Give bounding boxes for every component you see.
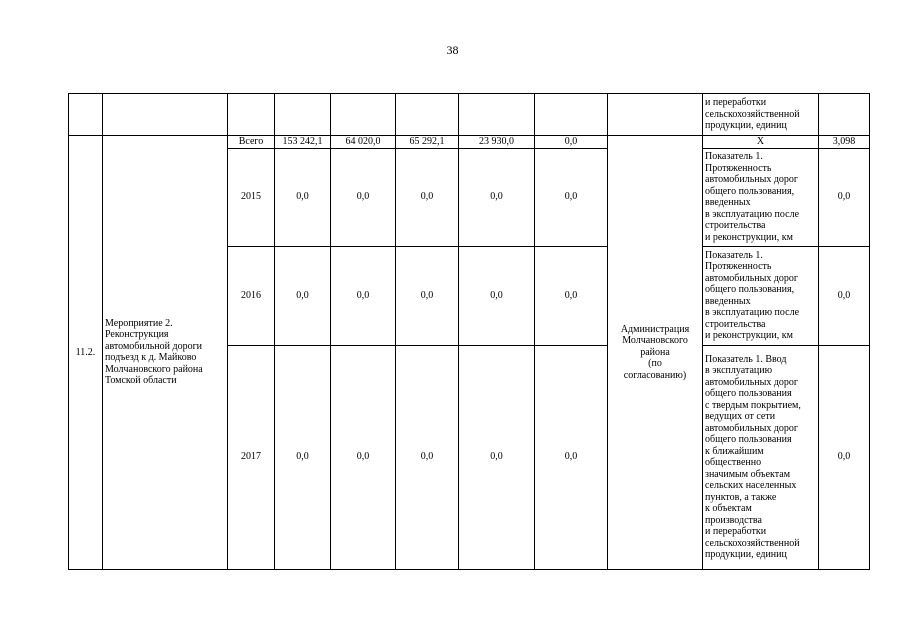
value-cell: 0,0 — [275, 345, 331, 569]
value-cell: 0,0 — [331, 345, 396, 569]
executor: Администрация Молчановского района (по согласованию) — [608, 136, 703, 570]
indicator-cell: и переработки сельскохозяйственной продукции, единиц — [703, 94, 819, 136]
total-row — [69, 136, 870, 149]
value-cell: 0,0 — [275, 148, 331, 246]
value-cell: 0,0 — [459, 345, 535, 569]
value-cell: 153 242,1 — [275, 136, 331, 149]
indicator-cell: Показатель 1. Ввод в эксплуатацию автомобильных дорог общего пользования с твердым покрытием, ведущих от сети автомобильных дорог общего пользования к ближайшим общественно значимым объектам сельских населенных пунктов, а также к объектам производства и переработки сельскохозяйственной продукции, единиц — [703, 345, 819, 569]
cell — [819, 94, 870, 136]
indicator-value: 3,098 — [819, 136, 870, 149]
year-label: 2017 — [228, 345, 275, 569]
indicator-cell: X — [703, 136, 819, 149]
page-number: 38 — [446, 43, 459, 57]
cell — [608, 94, 703, 136]
value-cell: 64 020,0 — [331, 136, 396, 149]
value-cell: 0,0 — [331, 148, 396, 246]
cell — [69, 94, 103, 136]
indicator-value: 0,0 — [819, 345, 870, 569]
cell — [103, 94, 228, 136]
cell — [396, 94, 459, 136]
value-cell: 0,0 — [396, 345, 459, 569]
value-cell: 65 292,1 — [396, 136, 459, 149]
cell — [535, 94, 608, 136]
cell — [331, 94, 396, 136]
year-label: 2015 — [228, 148, 275, 246]
value-cell: 0,0 — [396, 246, 459, 345]
event-name: Мероприятие 2. Реконструкция автомобильной дороги подъезд к д. Майково Молчановского района Томской области — [103, 136, 228, 570]
year-label: 2016 — [228, 246, 275, 345]
indicator-value: 0,0 — [819, 246, 870, 345]
value-cell: 23 930,0 — [459, 136, 535, 149]
value-cell: 0,0 — [535, 136, 608, 149]
value-cell: 0,0 — [535, 345, 608, 569]
cell — [275, 94, 331, 136]
continuation-row — [69, 94, 870, 136]
program-table — [68, 93, 870, 570]
indicator-value: 0,0 — [819, 148, 870, 246]
cell — [459, 94, 535, 136]
value-cell: 0,0 — [535, 246, 608, 345]
value-cell: 0,0 — [275, 246, 331, 345]
indicator-cell: Показатель 1. Протяженность автомобильных дорог общего пользования, введенных в эксплуатацию после строительства и реконструкции, км — [703, 148, 819, 246]
value-cell: 0,0 — [459, 246, 535, 345]
period-label: Всего — [228, 136, 275, 149]
cell — [228, 94, 275, 136]
row-number: 11.2. — [69, 136, 103, 570]
value-cell: 0,0 — [331, 246, 396, 345]
value-cell: 0,0 — [535, 148, 608, 246]
value-cell: 0,0 — [396, 148, 459, 246]
value-cell: 0,0 — [459, 148, 535, 246]
indicator-cell: Показатель 1. Протяженность автомобильных дорог общего пользования, введенных в эксплуатацию после строительства и реконструкции, км — [703, 246, 819, 345]
